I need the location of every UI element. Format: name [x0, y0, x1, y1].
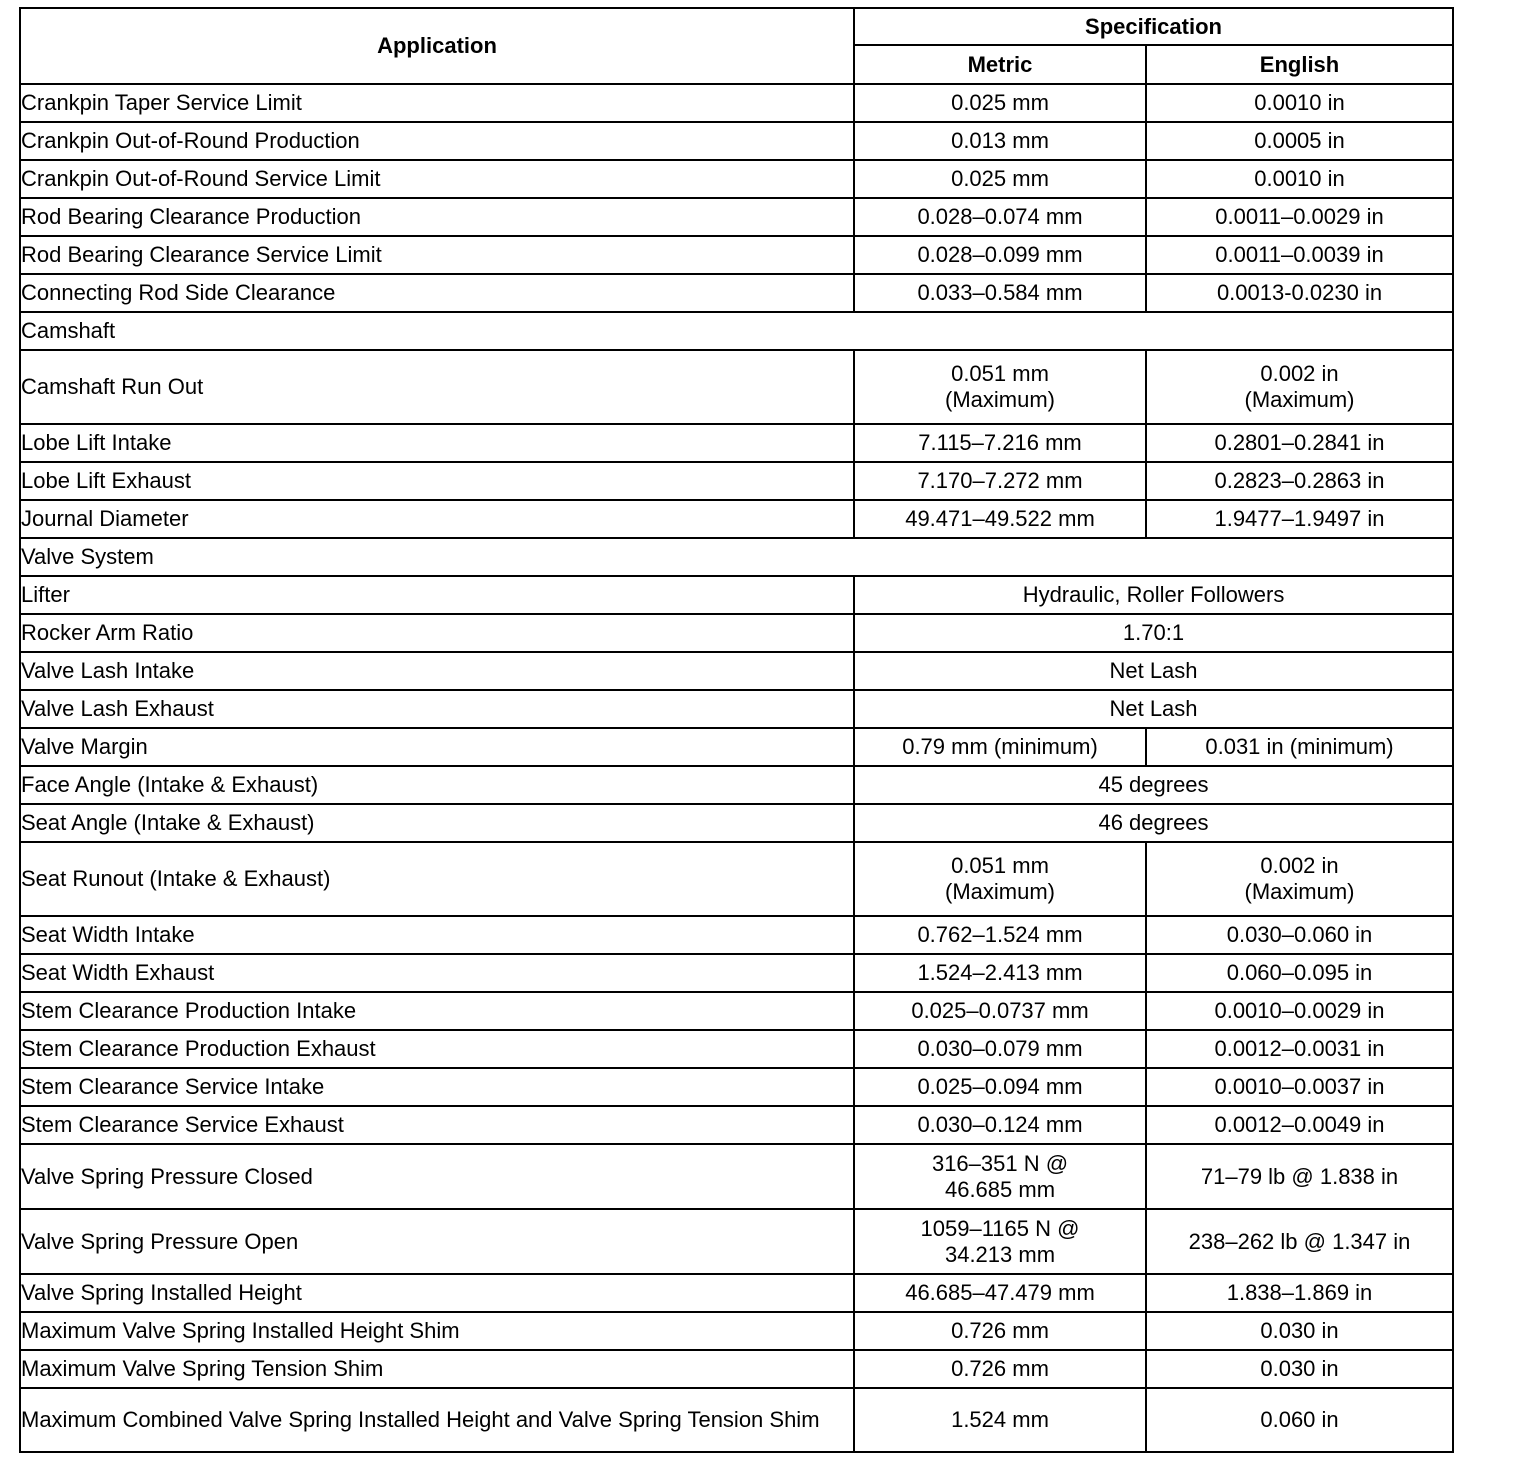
english-cell	[1146, 842, 1453, 916]
english-cell: 0.060 in	[1146, 1388, 1453, 1452]
table-row	[20, 274, 1453, 312]
table-row	[20, 992, 1453, 1030]
metric-value: 0.051 mm	[951, 361, 1049, 386]
combined-spec-cell: Net Lash	[854, 690, 1453, 728]
table-row	[20, 160, 1453, 198]
application-cell: Connecting Rod Side Clearance	[20, 274, 854, 312]
application-cell: Valve Spring Installed Height	[20, 1274, 854, 1312]
english-cell: 0.060–0.095 in	[1146, 954, 1453, 992]
metric-cell: 7.115–7.216 mm	[854, 424, 1146, 462]
table-row	[20, 614, 1453, 652]
application-cell: Maximum Valve Spring Installed Height Shim	[20, 1312, 854, 1350]
metric-cell	[854, 350, 1146, 424]
table-row	[20, 198, 1453, 236]
metric-cell: 0.013 mm	[854, 122, 1146, 160]
application-cell: Valve Lash Exhaust	[20, 690, 854, 728]
english-cell: 0.0005 in	[1146, 122, 1453, 160]
metric-cell: 0.025 mm	[854, 84, 1146, 122]
metric-cell: 0.028–0.074 mm	[854, 198, 1146, 236]
application-cell: Stem Clearance Service Exhaust	[20, 1106, 854, 1144]
application-cell: Lifter	[20, 576, 854, 614]
application-cell: Seat Width Exhaust	[20, 954, 854, 992]
english-cell: 0.0013-0.0230 in	[1146, 274, 1453, 312]
table-row	[20, 1106, 1453, 1144]
application-cell: Valve Lash Intake	[20, 652, 854, 690]
application-cell: Crankpin Out-of-Round Production	[20, 122, 854, 160]
english-cell: 0.0010–0.0029 in	[1146, 992, 1453, 1030]
english-cell: 1.9477–1.9497 in	[1146, 500, 1453, 538]
metric-cell	[854, 1144, 1146, 1209]
metric-note: (Maximum)	[945, 879, 1055, 904]
metric-note: 46.685 mm	[944, 1176, 1056, 1202]
metric-cell: 0.030–0.124 mm	[854, 1106, 1146, 1144]
table-row	[20, 690, 1453, 728]
metric-cell: 1.524–2.413 mm	[854, 954, 1146, 992]
english-cell: 1.838–1.869 in	[1146, 1274, 1453, 1312]
table-row	[20, 1068, 1453, 1106]
metric-cell: 0.033–0.584 mm	[854, 274, 1146, 312]
application-cell: Journal Diameter	[20, 500, 854, 538]
metric-value: 316–351 N @	[931, 1150, 1069, 1176]
metric-cell: 7.170–7.272 mm	[854, 462, 1146, 500]
table-row	[20, 804, 1453, 842]
application-cell: Stem Clearance Service Intake	[20, 1068, 854, 1106]
application-cell: Seat Width Intake	[20, 916, 854, 954]
table-row	[20, 728, 1453, 766]
english-value: 0.002 in	[1260, 853, 1339, 878]
application-header: Application	[20, 8, 854, 84]
english-cell: 0.2801–0.2841 in	[1146, 424, 1453, 462]
metric-cell: 0.726 mm	[854, 1350, 1146, 1388]
english-cell: 71–79 lb @ 1.838 in	[1146, 1144, 1453, 1209]
metric-cell: 0.030–0.079 mm	[854, 1030, 1146, 1068]
table-row	[20, 462, 1453, 500]
application-cell: Maximum Valve Spring Tension Shim	[20, 1350, 854, 1388]
english-cell: 0.0010 in	[1146, 84, 1453, 122]
application-cell: Valve Margin	[20, 728, 854, 766]
section-title-camshaft: Camshaft	[20, 312, 1453, 350]
metric-note: 34.213 mm	[944, 1241, 1056, 1267]
application-cell: Face Angle (Intake & Exhaust)	[20, 766, 854, 804]
combined-spec-cell: 45 degrees	[854, 766, 1453, 804]
metric-cell	[854, 842, 1146, 916]
metric-cell: 0.79 mm (minimum)	[854, 728, 1146, 766]
section-row	[20, 312, 1453, 350]
table-row	[20, 954, 1453, 992]
application-cell: Lobe Lift Intake	[20, 424, 854, 462]
metric-cell: 46.685–47.479 mm	[854, 1274, 1146, 1312]
table-row	[20, 842, 1453, 916]
english-cell: 0.0010 in	[1146, 160, 1453, 198]
table-row	[20, 1388, 1453, 1452]
table-row	[20, 1030, 1453, 1068]
table-row	[20, 84, 1453, 122]
table-row	[20, 1209, 1453, 1274]
metric-cell	[854, 1209, 1146, 1274]
english-cell: 0.0012–0.0031 in	[1146, 1030, 1453, 1068]
metric-value: 0.051 mm	[951, 853, 1049, 878]
metric-value: 1059–1165 N @	[920, 1215, 1080, 1241]
table-row	[20, 766, 1453, 804]
application-cell: Rocker Arm Ratio	[20, 614, 854, 652]
metric-cell: 49.471–49.522 mm	[854, 500, 1146, 538]
english-cell: 0.030 in	[1146, 1350, 1453, 1388]
table-row	[20, 1312, 1453, 1350]
metric-header: Metric	[854, 45, 1146, 84]
english-cell: 0.030 in	[1146, 1312, 1453, 1350]
metric-cell: 1.524 mm	[854, 1388, 1146, 1452]
table-row	[20, 652, 1453, 690]
section-title-valve-system: Valve System	[20, 538, 1453, 576]
application-cell: Maximum Combined Valve Spring Installed Height and Valve Spring Tension Shim	[20, 1388, 854, 1452]
english-cell: 0.2823–0.2863 in	[1146, 462, 1453, 500]
metric-cell: 0.025–0.094 mm	[854, 1068, 1146, 1106]
table-row	[20, 1350, 1453, 1388]
english-cell: 0.0012–0.0049 in	[1146, 1106, 1453, 1144]
table-row	[20, 576, 1453, 614]
application-cell: Stem Clearance Production Intake	[20, 992, 854, 1030]
combined-spec-cell: 46 degrees	[854, 804, 1453, 842]
english-cell: 238–262 lb @ 1.347 in	[1146, 1209, 1453, 1274]
table-row	[20, 424, 1453, 462]
application-cell: Seat Angle (Intake & Exhaust)	[20, 804, 854, 842]
metric-cell: 0.726 mm	[854, 1312, 1146, 1350]
section-row	[20, 538, 1453, 576]
application-cell: Seat Runout (Intake & Exhaust)	[20, 842, 854, 916]
table-row	[20, 350, 1453, 424]
combined-spec-cell: 1.70:1	[854, 614, 1453, 652]
application-cell: Crankpin Taper Service Limit	[20, 84, 854, 122]
table-row	[20, 500, 1453, 538]
english-cell: 0.0011–0.0039 in	[1146, 236, 1453, 274]
english-cell: 0.0011–0.0029 in	[1146, 198, 1453, 236]
metric-cell: 0.028–0.099 mm	[854, 236, 1146, 274]
metric-cell: 0.762–1.524 mm	[854, 916, 1146, 954]
english-note: (Maximum)	[1244, 879, 1355, 904]
application-cell: Lobe Lift Exhaust	[20, 462, 854, 500]
table-row	[20, 122, 1453, 160]
metric-note: (Maximum)	[945, 387, 1055, 412]
table-row	[20, 916, 1453, 954]
metric-cell: 0.025 mm	[854, 160, 1146, 198]
specification-header: Specification	[854, 8, 1453, 45]
english-cell: 0.031 in (minimum)	[1146, 728, 1453, 766]
combined-spec-cell: Net Lash	[854, 652, 1453, 690]
application-cell: Rod Bearing Clearance Service Limit	[20, 236, 854, 274]
application-cell: Valve Spring Pressure Closed	[20, 1144, 854, 1209]
english-cell	[1146, 350, 1453, 424]
english-note: (Maximum)	[1244, 387, 1355, 412]
english-cell: 0.030–0.060 in	[1146, 916, 1453, 954]
application-cell: Camshaft Run Out	[20, 350, 854, 424]
table-row	[20, 1144, 1453, 1209]
table-row	[20, 236, 1453, 274]
specification-table	[19, 7, 1454, 1453]
english-header: English	[1146, 45, 1453, 84]
english-cell: 0.0010–0.0037 in	[1146, 1068, 1453, 1106]
application-cell: Stem Clearance Production Exhaust	[20, 1030, 854, 1068]
application-cell: Valve Spring Pressure Open	[20, 1209, 854, 1274]
english-value: 0.002 in	[1260, 361, 1339, 386]
metric-cell: 0.025–0.0737 mm	[854, 992, 1146, 1030]
application-cell: Rod Bearing Clearance Production	[20, 198, 854, 236]
application-cell: Crankpin Out-of-Round Service Limit	[20, 160, 854, 198]
combined-spec-cell: Hydraulic, Roller Followers	[854, 576, 1453, 614]
table-row	[20, 1274, 1453, 1312]
